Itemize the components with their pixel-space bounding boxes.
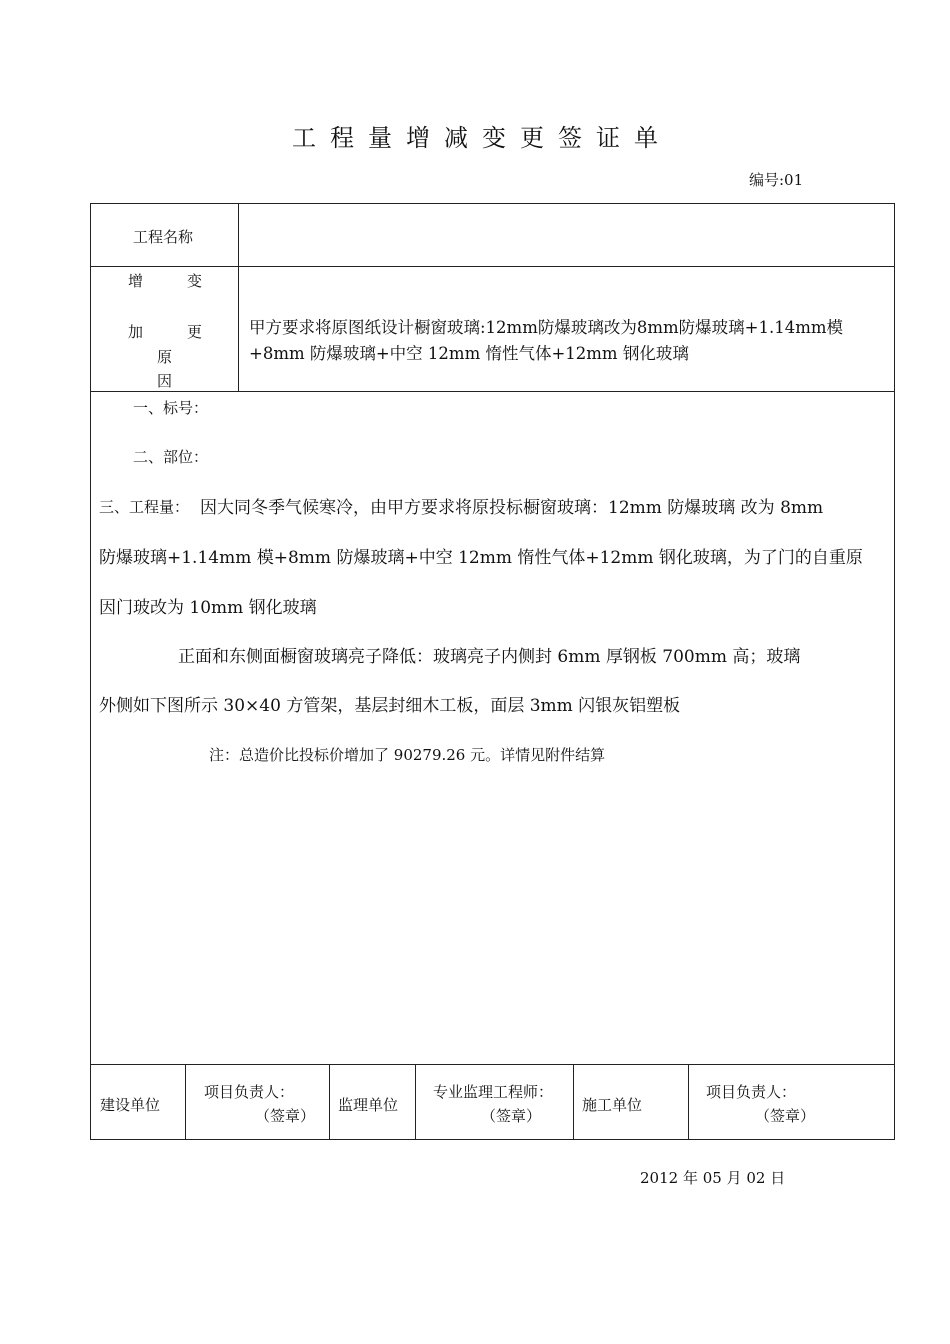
cost-note: 注：总造价比投标价增加了 90279.26 元。详情见附件结算 xyxy=(209,746,606,764)
supervision-unit-label: 监理单位 xyxy=(338,1096,399,1114)
column-divider xyxy=(415,1064,416,1140)
column-divider xyxy=(573,1064,574,1140)
column-divider xyxy=(238,204,239,391)
pm2-seal: （签章） xyxy=(755,1107,816,1125)
reason-label-char: 变 xyxy=(187,272,203,290)
row-divider xyxy=(91,266,894,267)
section-location: 二、部位： xyxy=(133,448,209,466)
engineer-label: 专业监理工程师： xyxy=(433,1083,554,1101)
paragraph-line: 外侧如下图所示 30×40 方管架，基层封细木工板，面层 3mm 闪银灰铝塑板 xyxy=(99,696,681,716)
reason-label-char: 原 xyxy=(157,348,173,366)
pm1-label: 项目负责人： xyxy=(204,1083,295,1101)
document-title: 工程量增减变更签证单 xyxy=(292,124,672,152)
document-date: 2012 年 05 月 02 日 xyxy=(640,1169,786,1187)
section-quantity-line: 因门玻改为 10mm 钢化玻璃 xyxy=(99,598,317,618)
reason-label-char: 因 xyxy=(157,372,173,390)
construction-unit-label: 建设单位 xyxy=(100,1096,161,1114)
column-divider xyxy=(185,1064,186,1140)
project-name-label: 工程名称 xyxy=(133,228,194,246)
row-divider xyxy=(91,1064,894,1065)
reason-label-char: 增 xyxy=(128,272,144,290)
change-reason-text: 甲方要求将原图纸设计橱窗玻璃:12mm防爆玻璃改为8mm防爆玻璃+1.14mm模+8mm 防爆玻璃+中空 12mm 惰性气体+12mm 钢化玻璃 xyxy=(249,318,843,363)
reason-label-char: 加 xyxy=(128,323,144,341)
section-quantity-line: 因大同冬季气候寒冷，由甲方要求将原投标橱窗玻璃：12mm 防爆玻璃 改为 8mm xyxy=(200,498,824,518)
contractor-unit-label: 施工单位 xyxy=(582,1096,643,1114)
paragraph-line: 正面和东侧面橱窗玻璃亮子降低：玻璃亮子内侧封 6mm 厚钢板 700mm 高；玻璃 xyxy=(178,647,801,667)
reason-label-char: 更 xyxy=(187,323,203,341)
engineer-seal: （签章） xyxy=(481,1107,542,1125)
section-quantity-label: 三、工程量： xyxy=(99,498,190,516)
pm1-seal: （签章） xyxy=(255,1107,316,1125)
column-divider xyxy=(688,1064,689,1140)
row-divider xyxy=(91,391,894,392)
section-quantity-line: 防爆玻璃+1.14mm 模+8mm 防爆玻璃+中空 12mm 惰性气体+12mm 钢化玻璃，为了门的自重原 xyxy=(99,548,863,568)
serial-number: 编号:01 xyxy=(749,171,804,189)
column-divider xyxy=(329,1064,330,1140)
form-table xyxy=(90,203,895,1140)
pm2-label: 项目负责人： xyxy=(706,1083,797,1101)
section-mark-number: 一、标号： xyxy=(133,399,209,417)
